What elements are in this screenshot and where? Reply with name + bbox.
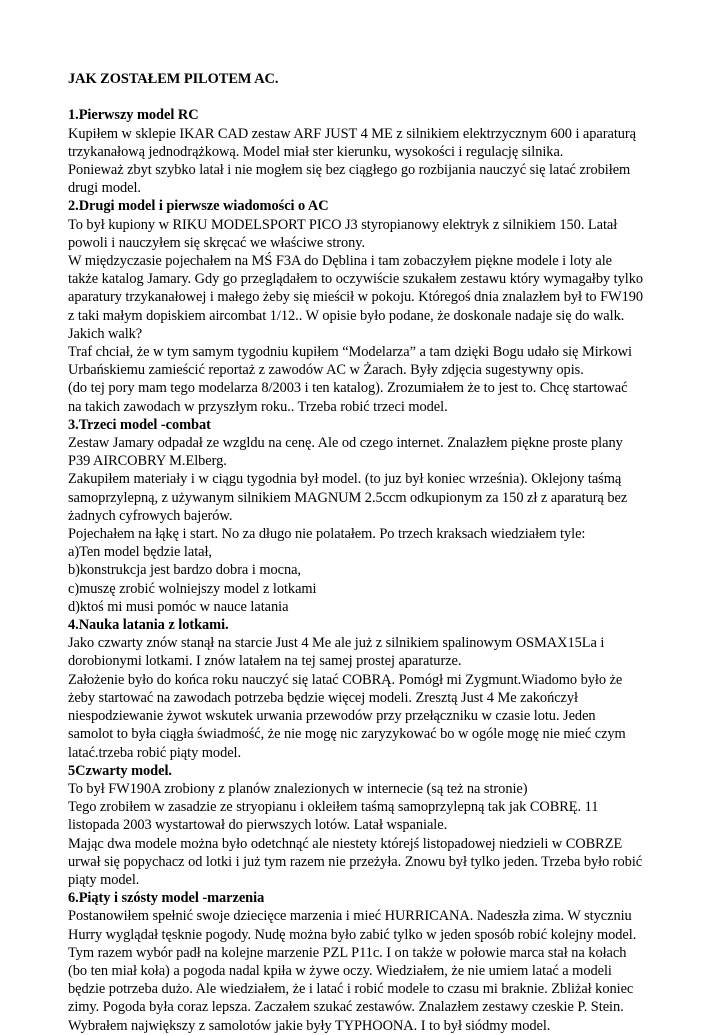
paragraph-line: Założenie było do końca roku nauczyć się latać COBRĄ. Pomógł mi Zygmunt.Wiadomo było że: [68, 671, 623, 688]
paragraph-line: trzykanałową jednodrążkową. Model miał ster kierunku, wysokości i regulację silnika.: [68, 143, 564, 160]
paragraph-line: żeby startować na zawodach potrzeba będzie więcej modeli. Zresztą Just 4 Me zakończył: [68, 689, 578, 706]
paragraph-line: powoli i nauczyłem się skręcać we właściwe strony.: [68, 234, 366, 251]
paragraph-line: także katalog Jamary. Gdy go przeglądałem to oczywiście szukałem zestawu który wymagałby tylko: [68, 271, 643, 288]
paragraph-line: Ponieważ zbyt szybko latał i nie mogłem się bez ciągłego go rozbijania nauczyć się latać zrobiłem: [68, 162, 631, 178]
section-5: [68, 762, 668, 889]
paragraph-line: niespodziewanie żywot wskutek urwania przewodów przy przełączniku w czasie lotu. Jeden: [68, 708, 596, 725]
document-page: [68, 70, 668, 1035]
paragraph-line: będzie potrzeba dużo. Ale wiedziałem, że i latać i robić modele to czasu mi braknie. Zbliżał koniec: [68, 981, 634, 998]
paragraph-line: Wybrałem największy z samolotów jakie były TYPHOONA. I to był siódmy model.: [68, 1017, 551, 1034]
paragraph-line: Zestaw Jamary odpadał ze wzgldu na cenę. Ale od czego internet. Znalazłem piękne proste plany: [68, 435, 623, 452]
paragraph-line: Traf chciał, że w tym samym tygodniu kupiłem “Modelarza” a tam dzięki Bogu udało się Mirkowi: [68, 344, 632, 361]
paragraph-line: To był FW190A zrobiony z planów znalezionych w internecie (są też na stronie): [68, 780, 528, 797]
paragraph-line: d)ktoś mi musi pomóc w nauce latania: [68, 598, 289, 615]
paragraph-line: drugi model.: [68, 180, 141, 197]
paragraph-line: Postanowiłem spełnić swoje dziecięce marzenia i mieć HURRICANA. Nadeszła zima. W styczniu: [68, 908, 632, 925]
paragraph-line: Tego zrobiłem w zasadzie ze stryopianu i okleiłem taśmą samoprzylepną tak jak COBRĘ. 11: [68, 799, 599, 816]
paragraph-line: listopada 2003 wystartował do pierwszych lotów. Latał wspaniale.: [68, 817, 448, 834]
paragraph-line: Jakich walk?: [68, 325, 143, 342]
paragraph-line: samoprzylepną, z używanym silnikiem MAGNUM 2.5ccm odkupionym za 150 zł z aparaturą bez: [68, 489, 628, 506]
document-body: [68, 106, 668, 1034]
paragraph-line: Zakupiłem materiały i w ciągu tygodnia był model. (to juz był koniec września). Oklejony taśmą: [68, 471, 622, 488]
paragraph-line: Tym razem wybór padł na kolejne marzenie PZL P11c. I on także w połowie marca stał na kołach: [68, 944, 627, 961]
paragraph-line: piąty model.: [68, 871, 140, 888]
paragraph-line: To był kupiony w RIKU MODELSPORT PICO J3 styropianowy elektryk z silnikiem 150. Latał: [68, 216, 618, 233]
paragraph-line: latać.trzeba robić piąty model.: [68, 744, 242, 761]
section-1: [68, 106, 668, 197]
paragraph-line: samolot to była ciągła świadmość, że nie mogę nic zaryzykować bo w ogóle mogę nie mieć czym: [68, 726, 626, 743]
paragraph-line: Pojechałem na łąkę i start. No za długo nie polatałem. Po trzech kraksach wiedziałem tyle:: [68, 526, 586, 543]
section-heading: 5Czwarty model.: [68, 762, 172, 779]
paragraph-line: W międzyczasie pojechałem na MŚ F3A do Dęblina i tam zobaczyłem piękne modele i loty ale: [68, 253, 613, 270]
document-title: JAK ZOSTAŁEM PILOTEM AC.: [68, 71, 279, 87]
paragraph-line: Jako czwarty znów stanął na starcie Just 4 Me ale już z silnikiem spalinowym OSMAX15La i: [68, 635, 605, 652]
paragraph-line: b)konstrukcja jest bardzo dobra i mocna,: [68, 562, 301, 579]
paragraph-line: zimy. Pogoda była coraz lepsza. Zaczałem szukać zestawów. Znalazłem zestawy czeskie P. Stein.: [68, 999, 624, 1016]
paragraph-line: urwał się popychacz od lotki i już tym razem nie przeżyła. Znowu był tylko jeden. Trzeba było robić: [68, 853, 643, 870]
paragraph-line: Mając dwa modele można było odetchnąć ale niestety którejś listopadowej niedzieli w COBRZE: [68, 835, 623, 852]
paragraph-line: dorobionymi lotkami. I znów latałem na tej samej prostej aparaturze.: [68, 653, 462, 670]
paragraph-line: na takich zawodach w przyszłym roku.. Trzeba robić trzeci model.: [68, 398, 448, 415]
section-heading: 1.Pierwszy model RC: [68, 107, 199, 124]
section-heading: 4.Nauka latania z lotkami.: [68, 617, 229, 634]
section-6: [68, 889, 668, 1035]
paragraph-line: c)muszę zrobić wolniejszy model z lotkami: [68, 580, 317, 597]
section-heading: 6.Piąty i szósty model -marzenia: [68, 890, 265, 907]
paragraph-line: żadnych cyfrowych bajerów.: [68, 507, 233, 524]
section-2: [68, 197, 668, 415]
paragraph-line: (bo ten miał koła) a pogoda nadal kpiła w żywe oczy. Wiedziałem, że nie umiem latać a modeli: [68, 962, 612, 979]
paragraph-line: aparatury trzykanałowej i małego żeby się mieścił w pokoju. Któregoś dnia znalazłem był to FW190: [68, 289, 644, 306]
section-4: [68, 616, 668, 762]
paragraph-line: P39 AIRCOBRY M.Elberg.: [68, 453, 227, 470]
paragraph-line: (do tej pory mam tego modelarza 8/2003 i ten katalog). Zrozumiałem że to jest to. Chcę startować: [68, 380, 628, 397]
section-heading: 2.Drugi model i pierwsze wiadomości o AC: [68, 198, 329, 215]
paragraph-line: z taki małym dopiskiem aircombat 1/12.. W opisie było podane, że doskonale nadaje się do walk.: [68, 307, 625, 324]
paragraph-line: Urbańskiemu zamieścić reportaż z zawodów AC w Żarach. Były zdjęcia sugestywny opis.: [68, 362, 584, 379]
paragraph-line: Hurry wyglądał tęsknie pogody. Nudę można było zabić tylko w jeden sposób robić kolejny model.: [68, 926, 637, 943]
section-3: [68, 416, 668, 616]
paragraph-line: Kupiłem w sklepie IKAR CAD zestaw ARF JUST 4 ME z silnikiem elektrzycznym 600 i aparaturą: [68, 125, 637, 142]
section-heading: 3.Trzeci model -combat: [68, 416, 211, 433]
paragraph-line: a)Ten model będzie latał,: [68, 544, 212, 561]
